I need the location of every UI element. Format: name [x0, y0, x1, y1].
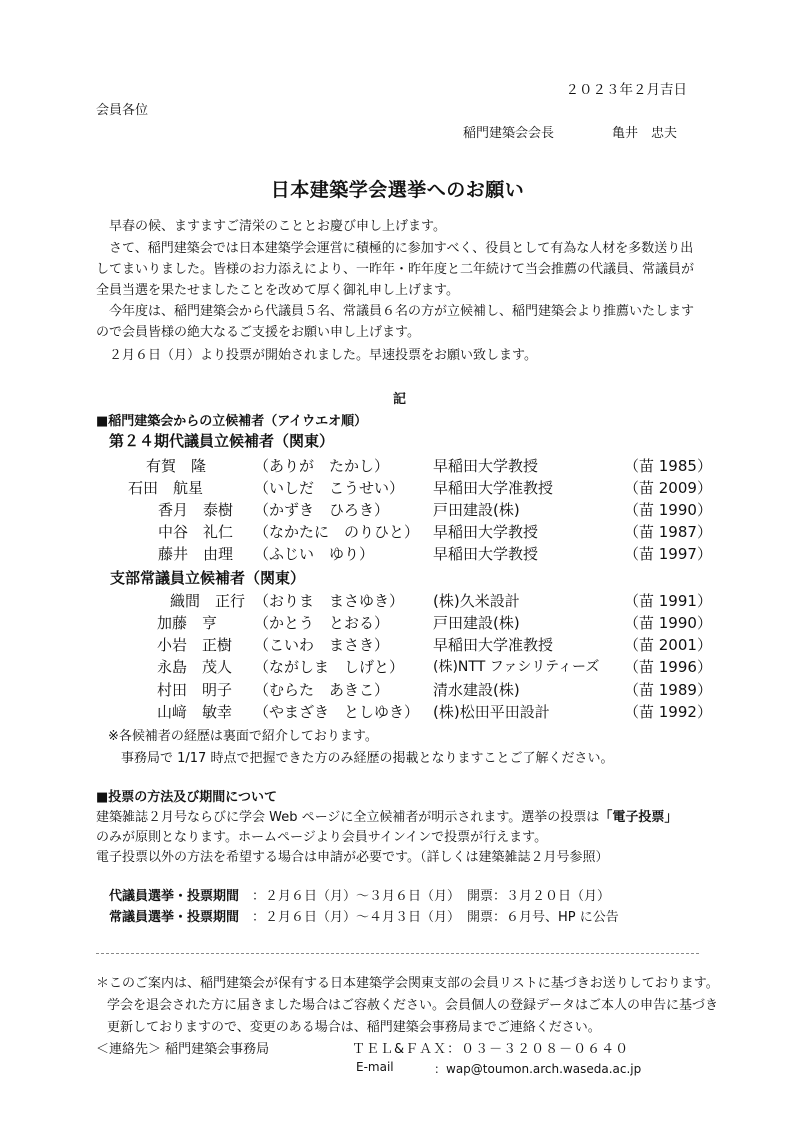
candidate-affiliation: 戸田建設(株): [433, 501, 520, 519]
candidate-kana: （こいわ まさき）: [254, 636, 390, 654]
candidates-heading: ■稲門建築会からの立候補者（アイウエオ順）: [96, 414, 368, 429]
footer-line-1: ＊このご案内は、稲門建築会が保有する日本建築学会関東支部の会員リストに基づきお送りしております。: [96, 976, 719, 991]
ki-marker: 記: [393, 392, 407, 407]
candidate-kana: （かずき ひろき）: [254, 501, 390, 519]
voting-electronic-emphasis: 「電子投票」: [599, 810, 678, 825]
contact-label: ＜連絡先＞ 稲門建築会事務局: [96, 1042, 270, 1057]
body-paragraph-2: さて、稲門建築会では日本建築学会運営に積極的に参加すべく、役員として有為な人材を多数送り出してまいりました。皆様のお力添えにより、一昨年・昨年度と二年続けて当会推薦の代議員、常議員が全員当選を果たせましたことを改めて厚く御礼申し上げます。: [96, 241, 695, 298]
candidate-row: [157, 701, 712, 721]
body-paragraph-1: 早春の候、ますますご清栄のこととお慶び申し上げます。: [109, 219, 446, 234]
candidate-row: [170, 590, 710, 610]
sender-name: 亀井 忠夫: [612, 126, 678, 141]
vote-period-row: [109, 885, 709, 903]
candidate-kana: （なかたに のりひと）: [254, 523, 420, 541]
candidate-name: 石田 航星: [128, 479, 204, 497]
vote-period-row: [109, 906, 709, 924]
contact-email: ：wap@toumon.arch.waseda.ac.jp: [434, 1062, 642, 1076]
candidate-row: [157, 634, 712, 654]
candidate-name: 中谷 礼仁: [158, 523, 234, 541]
candidate-affiliation: 清水建設(株): [433, 681, 520, 699]
candidate-row: [157, 612, 712, 632]
vote-period-dates: ：２月６日（月）～３月６日（月）: [252, 889, 461, 904]
candidate-row: [158, 543, 712, 563]
candidate-name: 有賀 隆: [146, 457, 207, 475]
candidate-affiliation: 早稲田大学教授: [433, 457, 539, 475]
vote-result-date: 開票：３月２０日（月）: [467, 889, 611, 904]
sender: [463, 122, 677, 141]
candidate-grad-year: （苗 1990）: [624, 501, 712, 519]
candidate-name: 山﨑 敏幸: [157, 703, 233, 721]
candidate-kana: （ながしま しげと）: [254, 658, 405, 676]
candidate-grad-year: （苗 1991）: [624, 592, 712, 610]
letter-date: ２０２３年２月吉日: [565, 82, 687, 98]
candidate-name: 小岩 正樹: [157, 636, 233, 654]
candidate-affiliation: 早稲田大学准教授: [433, 479, 554, 497]
candidate-name: 永島 茂人: [157, 658, 233, 676]
candidate-row: [157, 656, 712, 676]
vote-period-dates: ：２月６日（月）～４月３日（月）: [252, 910, 461, 925]
voting-line-1: [96, 806, 677, 825]
candidate-grad-year: （苗 1987）: [624, 523, 712, 541]
sender-org: 稲門建築会会長: [463, 126, 555, 141]
note-1: ※各候補者の経歴は裏面で紹介しております。: [108, 729, 378, 744]
candidate-affiliation: (株)NTT ファシリティーズ: [433, 659, 600, 675]
candidate-affiliation: (株)久米設計: [433, 592, 520, 610]
voting-heading: ■投票の方法及び期間について: [96, 790, 278, 805]
candidate-kana: （むらた あきこ）: [254, 681, 390, 699]
footer-line-3: 更新しておりますので、変更のある場合は、稲門建築会事務局までご連絡ください。: [107, 1020, 601, 1035]
candidate-grad-year: （苗 2009）: [624, 479, 712, 497]
voting-line-1-text: 建築雑誌２月号ならびに学会 Web ページに全立候補者が明示されます。選挙の投票は: [96, 810, 600, 825]
contact-tel: ＴＥＬ&ＦＡＸ：０３－３２０８－０６４０: [352, 1042, 630, 1057]
candidate-name: 香月 泰樹: [158, 501, 234, 519]
candidate-kana: （ありが たかし）: [254, 457, 390, 475]
divider: [96, 953, 699, 954]
voting-line-2: のみが原則となります。ホームページより会員サインインで投票が行えます。: [96, 830, 548, 845]
candidate-name: 藤井 由理: [158, 545, 234, 563]
candidate-affiliation: 早稲田大学教授: [433, 523, 539, 541]
candidate-kana: （かとう とおる）: [254, 614, 390, 632]
candidate-grad-year: （苗 1997）: [624, 545, 712, 563]
letter-title: 日本建築学会選挙へのお願い: [270, 179, 525, 201]
candidate-grad-year: （苗 1989）: [624, 681, 712, 699]
vote-period-label: 代議員選挙・投票期間: [109, 889, 240, 904]
group1-heading: 第２４期代議員立候補者（関東）: [109, 432, 335, 450]
body-paragraph-4: ２月６日（月）より投票が開始されました。早速投票をお願い致します。: [109, 348, 537, 363]
candidate-row: [128, 477, 712, 497]
candidate-affiliation: 戸田建設(株): [433, 614, 520, 632]
recipient: 会員各位: [96, 103, 149, 118]
footer-line-2: 学会を退会された方に届きました場合はご容赦ください。会員個人の登録データはご本人の申告に基づき: [107, 998, 719, 1013]
voting-line-3: 電子投票以外の方法を希望する場合は申請が必要です。（詳しくは建築雑誌２月号参照）: [96, 850, 609, 865]
note-2: 事務局で 1/17 時点で把握できた方のみ経歴の掲載となりますことご了解ください。: [121, 751, 614, 766]
contact-email-label: E-mail: [356, 1060, 394, 1074]
body-paragraph-3: 今年度は、稲門建築会から代議員５名、常議員６名の方が立候補し、稲門建築会より推薦いたしますので会員皆様の絶大なるご支援をお願い申し上げます。: [96, 304, 695, 340]
group2-heading: 支部常議員立候補者（関東）: [110, 569, 306, 587]
candidate-grad-year: （苗 2001）: [624, 636, 712, 654]
candidate-grad-year: （苗 1985）: [624, 457, 712, 475]
candidate-grad-year: （苗 1992）: [624, 703, 712, 721]
candidate-grad-year: （苗 1996）: [624, 658, 712, 676]
candidate-kana: （やまざき としゆき）: [254, 703, 420, 721]
candidate-kana: （おりま まさゆき）: [254, 592, 405, 610]
candidate-row: [158, 521, 712, 541]
candidate-name: 村田 明子: [157, 681, 233, 699]
candidate-affiliation: 早稲田大学准教授: [433, 636, 554, 654]
candidate-row: [146, 455, 712, 475]
vote-result-date: 開票：６月号、HP に公告: [467, 910, 619, 925]
candidate-kana: （ふじい ゆり）: [254, 545, 375, 563]
candidate-name: 織間 正行: [170, 592, 246, 610]
candidate-row: [157, 679, 712, 699]
candidate-grad-year: （苗 1990）: [624, 614, 712, 632]
vote-period-label: 常議員選挙・投票期間: [109, 910, 240, 925]
candidate-row: [158, 499, 712, 519]
candidate-affiliation: (株)松田平田設計: [433, 703, 550, 721]
candidate-kana: （いしだ こうせい）: [254, 479, 405, 497]
candidate-name: 加藤 亨: [157, 614, 218, 632]
candidate-affiliation: 早稲田大学教授: [433, 545, 539, 563]
